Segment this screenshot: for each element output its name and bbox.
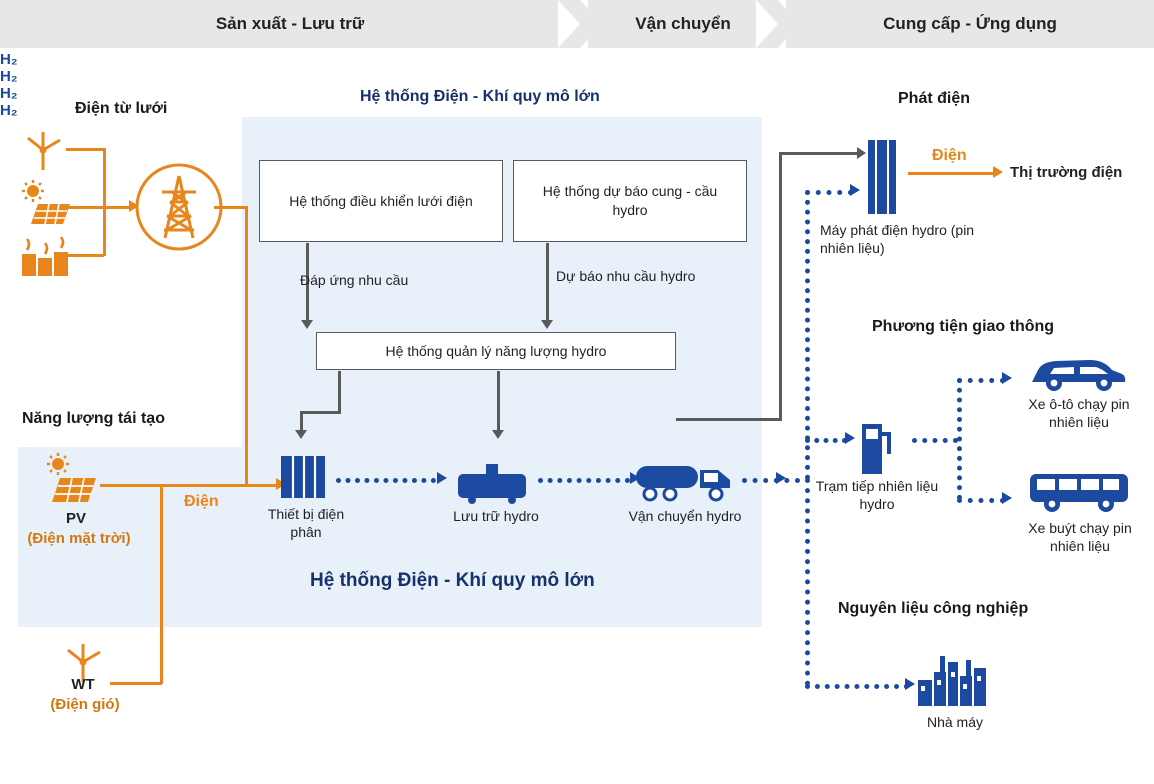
box-grid-control-label: Hệ thống điều khiển lưới điện	[289, 192, 473, 209]
arrow-ems-to-storage	[492, 430, 504, 439]
dots-electrolyzer-storage	[336, 478, 436, 483]
banner-notch-1	[558, 0, 580, 48]
heading-main-zone-top: Hệ thống Điện - Khí quy mô lớn	[360, 88, 600, 105]
electrolyzer-icon	[277, 452, 331, 504]
dots-hub-riser-up	[805, 190, 810, 480]
electricity-market-label: Thị trường điện	[1010, 164, 1123, 181]
dots-to-station	[805, 438, 847, 443]
box-energy-management	[316, 332, 676, 370]
heading-main-zone-bottom: Hệ thống Điện - Khí quy mô lớn	[310, 570, 595, 591]
stage-banner	[0, 0, 1154, 48]
wt-sublabel: (Điện gió)	[50, 696, 120, 713]
hydrogen-truck-label: Vận chuyển hydro	[628, 508, 742, 524]
fuel-cell-generator-label: Máy phát điện hydro (pin nhiên liệu)	[820, 222, 975, 256]
line-pylon-out	[214, 206, 248, 209]
line-right-riser	[779, 152, 782, 421]
dots-hub-riser-down	[805, 478, 810, 686]
box-hydro-forecast	[513, 160, 747, 242]
line-forecast-down	[546, 243, 549, 321]
fuel-cell-bus-label: Xe buýt chạy pin nhiên liệu	[1028, 520, 1132, 554]
label-electricity-market-arrow: Điện	[932, 147, 967, 164]
arrow-truck-to-hub	[776, 472, 786, 484]
refuel-station-label: Trạm tiếp nhiên liệu hydro	[815, 478, 939, 512]
arrow-to-factory	[905, 678, 915, 690]
dots-station-branch	[912, 438, 958, 443]
heading-grid-power: Điện từ lưới	[75, 100, 168, 117]
pv-icon	[36, 452, 98, 504]
wind-turbine-icon	[20, 128, 66, 172]
box-energy-management-label: Hệ thống quản lý năng lượng hydro	[385, 342, 607, 359]
factory-label: Nhà máy	[926, 714, 984, 730]
box-grid-control	[259, 160, 503, 242]
line-grid-down	[245, 206, 248, 486]
electrolyzer-label: Thiết bị điện phân	[267, 506, 345, 540]
line-bus-to-pylon	[103, 206, 131, 209]
banner-segment-supply-label: Cung cấp - Ứng dụng	[883, 14, 1057, 33]
line-plant-to-bus	[66, 254, 104, 257]
banner-tip-2	[778, 0, 800, 48]
line-ems-left-h	[300, 411, 341, 414]
line-wind-to-bus	[66, 148, 106, 151]
banner-segment-transport	[588, 0, 778, 48]
banner-segment-supply	[786, 0, 1154, 48]
banner-tip-1	[580, 0, 602, 48]
hydrogen-truck-icon	[634, 456, 738, 504]
h2-label-to-car: H₂	[0, 68, 18, 85]
banner-segment-production-label: Sản xuất - Lưu trữ	[215, 14, 365, 33]
arrow-forecast-to-ems	[541, 320, 553, 329]
transmission-tower-icon	[134, 162, 224, 252]
label-hydro-demand-forecast: Dự báo nhu cầu hydro	[556, 268, 696, 284]
line-solar-to-bus	[66, 206, 104, 209]
heading-transport: Phương tiện giao thông	[872, 318, 1055, 335]
arrow-gridctl-to-ems	[301, 320, 313, 329]
h2-label-to-factory: H₂	[0, 102, 18, 119]
banner-notch-2	[756, 0, 778, 48]
line-right-h	[676, 418, 782, 421]
fuel-cell-car-label: Xe ô-tô chạy pin nhiên liệu	[1028, 396, 1130, 430]
dots-to-fuelcell	[805, 190, 853, 195]
line-ems-to-storage	[497, 371, 500, 433]
line-wt-to-riser	[110, 682, 162, 685]
dots-to-factory	[805, 684, 909, 689]
line-renewable-riser	[160, 484, 163, 684]
refuel-station-icon	[856, 420, 896, 478]
arrow-to-car	[1002, 372, 1012, 384]
dots-truck-to-hub	[742, 478, 800, 483]
factory-icon	[916, 646, 988, 708]
dots-storage-transport	[538, 478, 630, 483]
heading-industry: Nguyên liệu công nghiệp	[838, 600, 1029, 617]
wt-label: WT	[71, 676, 95, 693]
dots-vehicle-spine	[957, 378, 962, 500]
label-demand-response: Đáp ứng nhu cầu	[300, 272, 409, 288]
label-electricity-left: Điện	[184, 493, 219, 510]
dots-to-bus	[957, 498, 1005, 503]
hydrogen-storage-label: Lưu trữ hydro	[453, 508, 539, 524]
arrow-generator-to-market	[993, 166, 1003, 178]
h2-label-to-bus: H₂	[0, 85, 18, 102]
fuel-cell-car-icon	[1028, 352, 1128, 394]
line-bus-vertical	[103, 148, 106, 208]
dots-to-car	[957, 378, 1005, 383]
heading-power-generation: Phát điện	[898, 90, 971, 107]
line-ems-left-down	[338, 371, 341, 413]
line-pv-to-riser	[100, 484, 162, 487]
solar-panel-icon	[16, 180, 72, 226]
banner-segment-production	[0, 0, 580, 48]
line-to-fuelcell	[779, 152, 861, 155]
fuel-cell-generator-icon	[862, 138, 902, 216]
banner-segment-transport-label: Vận chuyển	[635, 14, 731, 33]
line-generator-to-market	[908, 172, 996, 175]
arrow-to-pylon	[129, 200, 139, 212]
line-to-electrolyzer	[160, 484, 280, 487]
hydrogen-storage-icon	[456, 462, 530, 504]
pv-sublabel: (Điện mặt trời)	[27, 530, 131, 547]
heading-renewable: Năng lượng tái tạo	[22, 410, 165, 427]
fuel-cell-bus-icon	[1026, 470, 1132, 514]
pv-label: PV	[65, 510, 86, 527]
h2-label-to-station: H₂	[0, 51, 18, 68]
line-bus-vertical-2	[103, 206, 106, 256]
arrow-to-bus	[1002, 492, 1012, 504]
arrow-electrolyzer-storage	[437, 472, 447, 484]
arrow-ems-to-electrolyzer	[295, 430, 307, 439]
box-hydro-forecast-label: Hệ thống dự báo cung - cầu hydro	[542, 183, 718, 218]
arrow-h2-to-fuelcell	[850, 184, 860, 196]
arrow-to-station	[845, 432, 855, 444]
